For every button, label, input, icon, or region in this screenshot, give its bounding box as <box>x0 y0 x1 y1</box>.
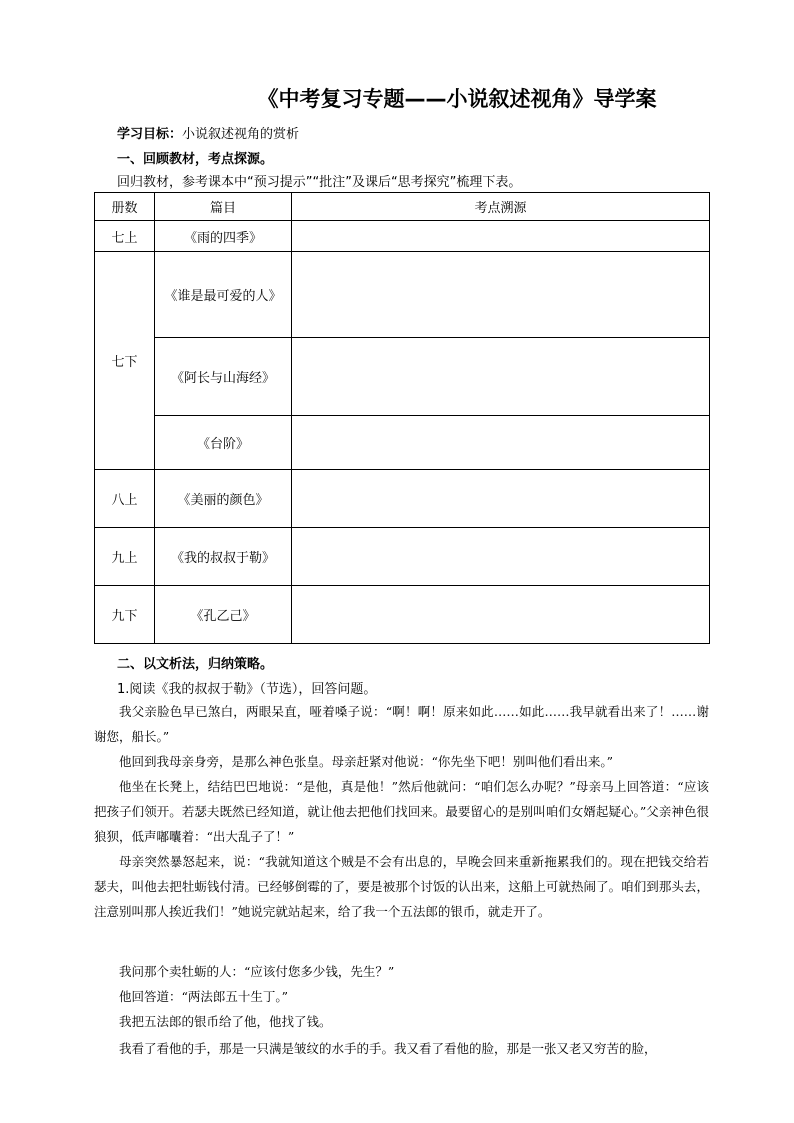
article-cell: 《台阶》 <box>155 416 292 470</box>
volume-cell: 七下 <box>95 252 155 470</box>
excerpt-paragraph: 我把五法郎的银币给了他，他找了钱。 <box>119 1014 332 1029</box>
section1-instruction: 回归教材，参考课本中“预习提示”“批注”及课后“思考探究”梳理下表。 <box>117 175 522 190</box>
source-cell[interactable] <box>292 221 710 252</box>
table-row <box>95 470 710 528</box>
header-source: 考点溯源 <box>292 193 710 221</box>
table-row <box>95 338 710 416</box>
volume-cell: 七上 <box>95 221 155 252</box>
excerpt-paragraph: 母亲突然暴怒起来，说：“我就知道这个贼是不会有出息的，早晚会回来重新拖累我们的。现在把钱交给若瑟夫，叫他去把牡蛎钱付清。已经够倒霉的了，要是被那个讨饭的认出来，这船上可就热闹了。咱们到那头去，注意别叫那人挨近我们！”她说完就站起来，给了我一个五法郎的银币，就走开了。 <box>94 854 709 919</box>
review-table <box>94 192 710 644</box>
table-row <box>95 221 710 252</box>
article-cell: 《我的叔叔于勒》 <box>155 528 292 586</box>
article-cell: 《阿长与山海经》 <box>155 338 292 416</box>
excerpt-paragraph: 我看了看他的手，那是一只满是皱纹的水手的手。我又看了看他的脸，那是一张又老又穷苦的脸， <box>119 1041 657 1056</box>
source-cell[interactable] <box>292 338 710 416</box>
question-1: 1.阅读《我的叔叔于勒》（节选），回答问题。 <box>117 682 377 697</box>
header-article: 篇目 <box>155 193 292 221</box>
excerpt-paragraph: 我父亲脸色早已煞白，两眼呆直，哑着嗓子说：“啊！啊！原来如此……如此……我早就看出来了！……谢谢您，船长。” <box>94 704 709 744</box>
excerpt-paragraph: 他回到我母亲身旁，是那么神色张皇。母亲赶紧对他说：“你先坐下吧！别叫他们看出来。” <box>119 754 614 769</box>
table-row <box>95 586 710 644</box>
article-cell: 《谁是最可爱的人》 <box>155 252 292 338</box>
article-cell: 《美丽的颜色》 <box>155 470 292 528</box>
table-header-row <box>95 193 710 221</box>
article-cell: 《孔乙己》 <box>155 586 292 644</box>
table-row <box>95 528 710 586</box>
header-volume: 册数 <box>95 193 155 221</box>
excerpt-paragraph: 我问那个卖牡蛎的人：“应该付您多少钱，先生？” <box>119 964 395 979</box>
article-cell: 《雨的四季》 <box>155 221 292 252</box>
source-cell[interactable] <box>292 416 710 470</box>
page-title: 《中考复习专题——小说叙述视角》导学案 <box>257 87 657 111</box>
volume-cell: 九下 <box>95 586 155 644</box>
source-cell[interactable] <box>292 252 710 338</box>
volume-cell: 九上 <box>95 528 155 586</box>
table-row <box>95 252 710 338</box>
source-cell[interactable] <box>292 586 710 644</box>
excerpt-paragraph: 他坐在长凳上，结结巴巴地说：“是他，真是他！”然后他就问：“咱们怎么办呢？”母亲马上回答道：“应该把孩子们领开。若瑟夫既然已经知道，就让他去把他们找回来。最要留心的是别叫咱们女婿起疑心。”父亲神色很狼狈，低声嘟囔着：“出大乱子了！” <box>94 779 709 844</box>
learning-goal-text: 小说叙述视角的赏析 <box>182 127 300 142</box>
learning-goal-label: 学习目标： <box>117 127 183 142</box>
section2-heading: 二、以文析法，归纳策略。 <box>117 657 274 672</box>
section1-heading: 一、回顾教材，考点探源。 <box>117 152 274 167</box>
source-cell[interactable] <box>292 470 710 528</box>
table-row <box>95 416 710 470</box>
volume-cell: 八上 <box>95 470 155 528</box>
excerpt-paragraph: 他回答道：“两法郎五十生丁。” <box>119 989 289 1004</box>
source-cell[interactable] <box>292 528 710 586</box>
learning-goal <box>117 123 299 142</box>
